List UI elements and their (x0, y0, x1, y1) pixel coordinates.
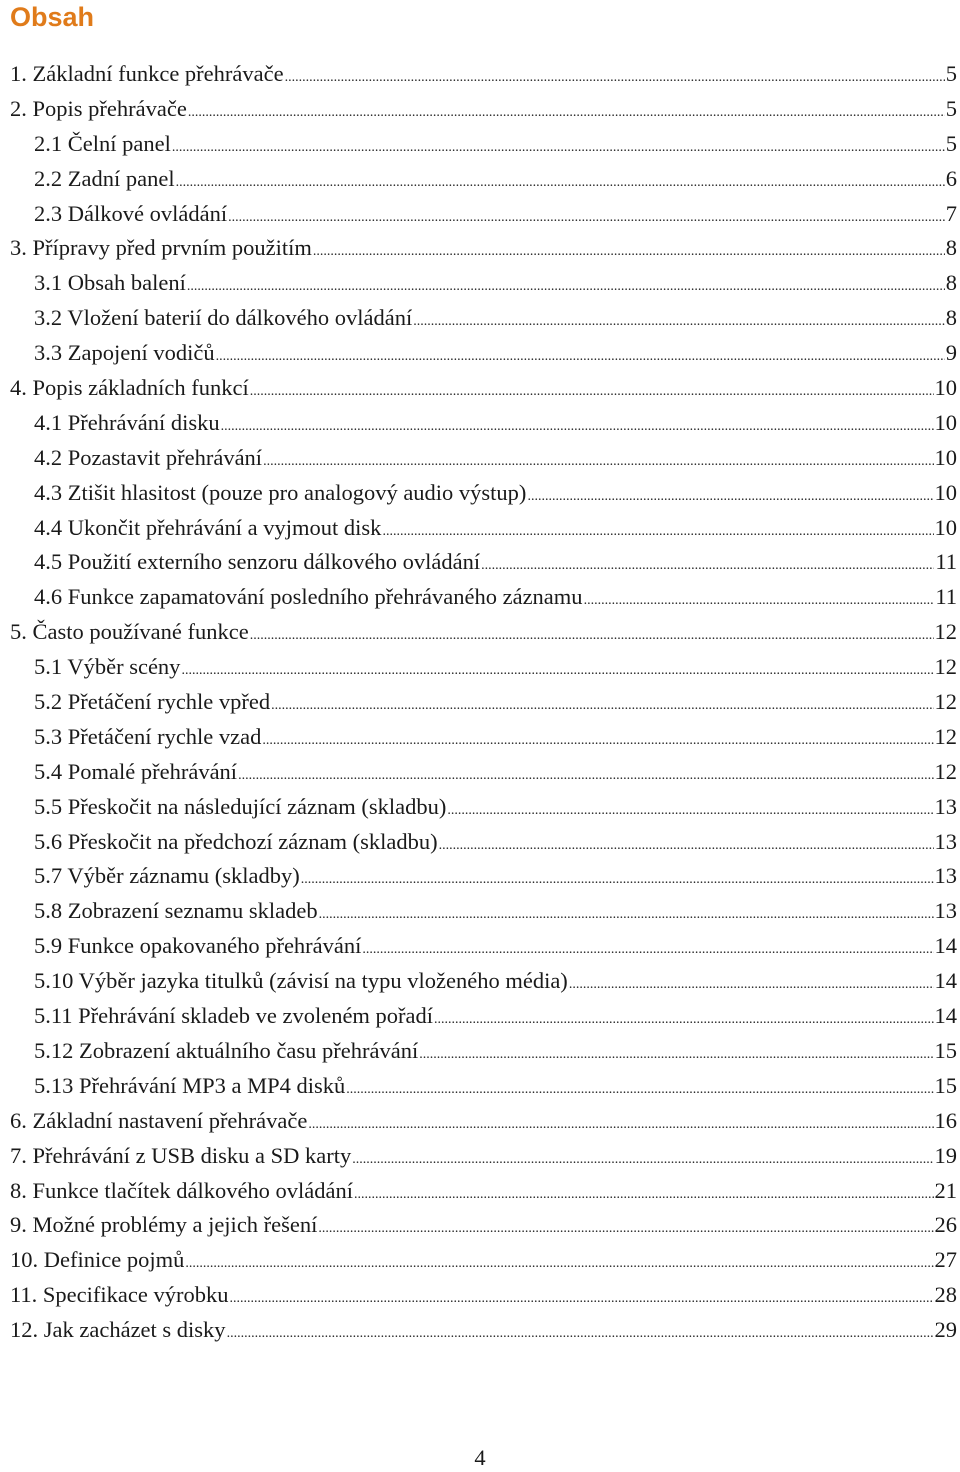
toc-entry[interactable] (10, 441, 957, 476)
toc-entry-title: 5.4 Pomalé přehrávání (34, 758, 238, 784)
toc-entry[interactable] (10, 1174, 957, 1209)
toc-entry[interactable] (10, 580, 957, 615)
toc-entry-title: 11. Specifikace výrobku (10, 1282, 229, 1308)
toc-entry-title: 4.5 Použití externího senzoru dálkového ovládání (34, 549, 481, 575)
toc-dot-leader (262, 724, 933, 759)
toc-entry-page: 9 (945, 340, 957, 366)
page-number: 4 (474, 1445, 486, 1470)
toc-entry[interactable] (10, 1313, 957, 1348)
toc-entry[interactable] (10, 336, 957, 371)
toc-dot-leader (185, 1247, 933, 1282)
toc-dot-leader (271, 689, 933, 724)
toc-dot-leader (172, 131, 945, 166)
toc-entry[interactable] (10, 1139, 957, 1174)
toc-entry-page: 14 (934, 1003, 957, 1029)
toc-entry[interactable] (10, 57, 957, 92)
toc-dot-leader (221, 410, 934, 445)
toc-entry-page: 11 (935, 549, 957, 575)
toc-entry-page: 5 (945, 95, 957, 121)
toc-entry[interactable] (10, 720, 957, 755)
toc-entry-title: 2.2 Zadní panel (34, 165, 175, 191)
toc-dot-leader (313, 235, 945, 270)
toc-entry-title: 3.2 Vložení baterií do dálkového ovládání (34, 305, 413, 331)
toc-dot-leader (382, 515, 933, 550)
toc-entry[interactable] (10, 197, 957, 232)
toc-entry-title: 2. Popis přehrávače (10, 95, 187, 121)
toc-entry[interactable] (10, 999, 957, 1034)
toc-entry-title: 5.10 Výběr jazyka titulků (závisí na typu vloženého média) (34, 968, 568, 994)
toc-entry-page: 6 (945, 165, 957, 191)
toc-entry[interactable] (10, 964, 957, 999)
toc-dot-leader (481, 549, 934, 584)
toc-dot-leader (285, 61, 945, 96)
toc-entry[interactable] (10, 825, 957, 860)
toc-entry-page: 12 (934, 723, 957, 749)
toc-entry-title: 5.13 Přehrávání MP3 a MP4 disků (34, 1072, 346, 1098)
toc-dot-leader (362, 933, 933, 968)
toc-entry-page: 28 (934, 1282, 957, 1308)
toc-entry-title: 3.3 Zapojení vodičů (34, 340, 215, 366)
toc-entry-page: 10 (934, 375, 957, 401)
toc-dot-leader (352, 1143, 933, 1178)
toc-entry-title: 3. Přípravy před prvním použitím (10, 235, 312, 261)
toc-entry[interactable] (10, 859, 957, 894)
toc-entry-page: 12 (934, 619, 957, 645)
toc-dot-leader (227, 1317, 934, 1352)
toc-dot-leader (176, 166, 945, 201)
toc-entry-page: 10 (934, 479, 957, 505)
toc-entry-title: 5.11 Přehrávání skladeb ve zvoleném pořadí (34, 1003, 434, 1029)
toc-entry[interactable] (10, 92, 957, 127)
toc-entry-title: 5.1 Výběr scény (34, 654, 181, 680)
toc-entry-title: 4.3 Ztišit hlasitost (pouze pro analogový audio výstup) (34, 479, 527, 505)
toc-entry[interactable] (10, 1208, 957, 1243)
toc-dot-leader (250, 375, 934, 410)
toc-heading: Obsah (10, 2, 95, 32)
toc-entry-page: 5 (945, 130, 957, 156)
toc-dot-leader (308, 1108, 933, 1143)
toc-entry[interactable] (10, 476, 957, 511)
toc-entry-title: 5.12 Zobrazení aktuálního času přehrávání (34, 1037, 419, 1063)
toc-dot-leader (238, 759, 933, 794)
toc-entry-title: 5.7 Výběr záznamu (skladby) (34, 863, 300, 889)
toc-entry-page: 16 (934, 1107, 957, 1133)
toc-entry-page: 13 (934, 793, 957, 819)
toc-entry-page: 15 (934, 1072, 957, 1098)
toc-entry-title: 4.4 Ukončit přehrávání a vyjmout disk (34, 514, 382, 540)
toc-entry-page: 12 (934, 654, 957, 680)
toc-entry-page: 21 (934, 1177, 957, 1203)
toc-entry-title: 3.1 Obsah balení (34, 270, 186, 296)
toc-entry-page: 10 (934, 514, 957, 540)
toc-entry-title: 5.6 Přeskočit na předchozí záznam (skladbu) (34, 828, 438, 854)
toc-entry-title: 5.8 Zobrazení seznamu skladeb (34, 898, 318, 924)
toc-dot-leader (569, 968, 934, 1003)
toc-entry-title: 10. Definice pojmů (10, 1247, 185, 1273)
toc-entry-page: 14 (934, 968, 957, 994)
toc-entry-page: 15 (934, 1037, 957, 1063)
toc-dot-leader (250, 619, 934, 654)
toc-dot-leader (216, 340, 945, 375)
toc-dot-leader (354, 1178, 933, 1213)
toc-dot-leader (229, 1282, 933, 1317)
toc-entry-title: 6. Základní nastavení přehrávače (10, 1107, 308, 1133)
toc-entry-title: 12. Jak zacházet s disky (10, 1317, 226, 1343)
toc-dot-leader (187, 270, 945, 305)
toc-entry-title: 4.1 Přehrávání disku (34, 409, 220, 435)
toc-entry[interactable] (10, 231, 957, 266)
toc-dot-leader (301, 863, 934, 898)
toc-entry[interactable] (10, 685, 957, 720)
toc-entry[interactable] (10, 511, 957, 546)
toc-entry-title: 5.9 Funkce opakovaného přehrávání (34, 933, 362, 959)
toc-entry-title: 4.6 Funkce zapamatování posledního přehrávaného záznamu (34, 584, 583, 610)
toc-entry[interactable] (10, 1104, 957, 1139)
toc-entry-page: 26 (934, 1212, 957, 1238)
toc-entry-title: 1. Základní funkce přehrávače (10, 61, 284, 86)
toc-entry-title: 5.2 Přetáčení rychle vpřed (34, 689, 271, 715)
toc-entry[interactable] (10, 790, 957, 825)
toc-entry[interactable] (10, 301, 957, 336)
toc-entry-title: 2.1 Čelní panel (34, 130, 171, 156)
toc-entry-page: 10 (934, 444, 957, 470)
toc-entry-page: 8 (945, 235, 957, 261)
toc-entry[interactable] (10, 1034, 957, 1069)
toc-dot-leader (439, 829, 934, 864)
toc-entry-title: 5.3 Přetáčení rychle vzad (34, 723, 262, 749)
toc-dot-leader (447, 794, 933, 829)
toc-entry-page: 27 (934, 1247, 957, 1273)
toc-entry-title: 4.2 Pozastavit přehrávání (34, 444, 263, 470)
toc-entry-page: 13 (934, 863, 957, 889)
toc-dot-leader (419, 1038, 933, 1073)
toc-entry[interactable] (10, 545, 957, 580)
toc-entry-title: 7. Přehrávání z USB disku a SD karty (10, 1142, 352, 1168)
toc-dot-leader (181, 654, 933, 689)
toc-entry[interactable] (10, 650, 957, 685)
toc-dot-leader (527, 480, 933, 515)
toc-dot-leader (263, 445, 933, 480)
toc-dot-leader (228, 201, 945, 236)
toc-entry-page: 29 (934, 1317, 957, 1343)
toc-dot-leader (346, 1073, 933, 1108)
toc-dot-leader (318, 1212, 933, 1247)
toc-entry-page: 19 (934, 1142, 957, 1168)
toc-entry-page: 10 (934, 409, 957, 435)
toc-entry[interactable] (10, 1069, 957, 1104)
toc-entry-title: 5. Často používané funkce (10, 619, 249, 645)
toc-entry[interactable] (10, 406, 957, 441)
toc-entry[interactable] (10, 127, 957, 162)
toc-entry-title: 2.3 Dálkové ovládání (34, 200, 228, 226)
toc-entry-page: 12 (934, 689, 957, 715)
toc-entry-title: 9. Možné problémy a jejich řešení (10, 1212, 318, 1238)
toc-entry[interactable] (10, 755, 957, 790)
toc-entry[interactable] (10, 929, 957, 964)
toc-entry[interactable] (10, 266, 957, 301)
toc-entry-page: 7 (945, 200, 957, 226)
toc-entry-page: 11 (935, 584, 957, 610)
toc-entry-page: 12 (934, 758, 957, 784)
toc-entry-title: 8. Funkce tlačítek dálkového ovládání (10, 1177, 354, 1203)
toc-entry-page: 8 (945, 270, 957, 296)
toc-entry[interactable] (10, 615, 957, 650)
toc-dot-leader (188, 96, 945, 131)
toc-entry-page: 13 (934, 898, 957, 924)
toc-dot-leader (584, 584, 935, 619)
table-of-contents (10, 57, 957, 1348)
toc-entry[interactable] (10, 162, 957, 197)
toc-entry-page: 8 (945, 305, 957, 331)
toc-dot-leader (319, 898, 934, 933)
toc-entry[interactable] (10, 1243, 957, 1278)
toc-entry-page: 5 (945, 61, 957, 86)
toc-entry[interactable] (10, 371, 957, 406)
toc-dot-leader (413, 305, 945, 340)
toc-entry-page: 14 (934, 933, 957, 959)
toc-entry[interactable] (10, 1278, 957, 1313)
toc-entry[interactable] (10, 894, 957, 929)
toc-entry-title: 5.5 Přeskočit na následující záznam (skladbu) (34, 793, 447, 819)
toc-entry-page: 13 (934, 828, 957, 854)
toc-dot-leader (434, 1003, 933, 1038)
toc-entry-title: 4. Popis základních funkcí (10, 375, 249, 401)
